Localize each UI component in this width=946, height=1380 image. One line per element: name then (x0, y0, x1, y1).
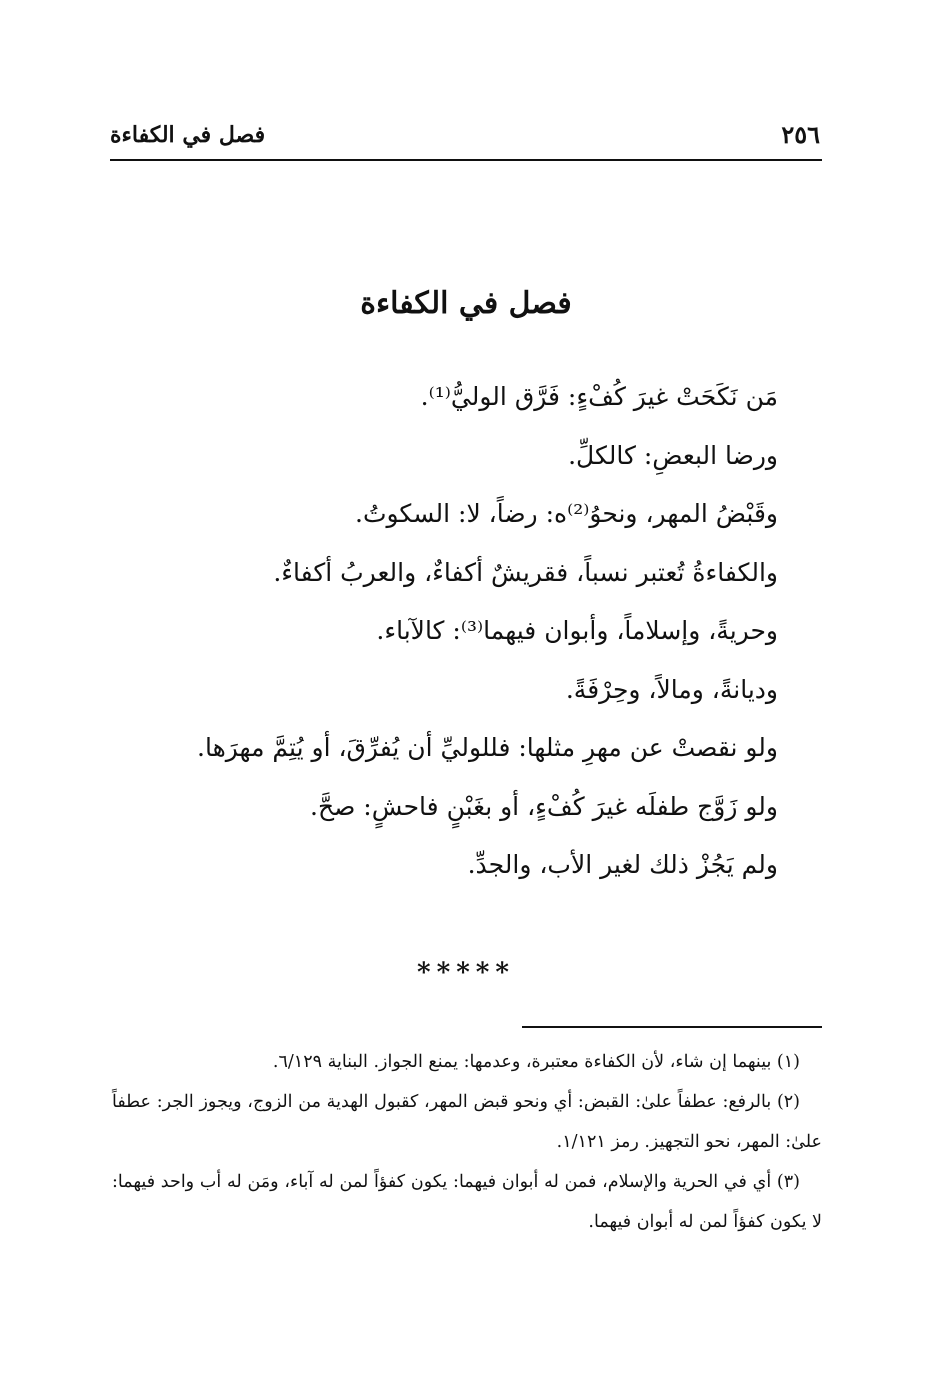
text-line: وقَبْضُ المهر، ونحوُ⁽²⁾ه: رضاً، لا: السكوتُ. (355, 499, 778, 528)
running-title: فصل في الكفاءة (110, 122, 266, 148)
page-number: ٢٥٦ (781, 120, 820, 149)
section-title: فصل في الكفاءة (360, 286, 572, 321)
text-line: ورضا البعضِ: كالكلِّ. (568, 440, 778, 470)
text-line: والكفاءةُ تُعتبر نسباً، فقريشٌ أكفاءٌ، والعربُ أكفاءٌ. (273, 557, 778, 587)
section-separator: ***** (417, 958, 515, 988)
body-text (158, 368, 778, 895)
footnote-rule (522, 1026, 822, 1028)
footnote: (١) بينهما إن شاء، لأن الكفاءة معتبرة، وعدمها: يمنع الجواز. البناية ٦/١٢٩. (272, 1052, 800, 1072)
text-line: ولم يَجُزْ ذلك لغير الأب، والجدِّ. (467, 850, 778, 879)
text-line: وحريةً، وإسلاماً، وأبوان فيهما⁽³⁾: كالآباء. (376, 616, 778, 645)
footnote: (٢) بالرفع: عطفاً علىٰ: القبض: أي ونحو قبض المهر، كقبول الهدية من الزوج، ويجوز الجر: عطفاً علىٰ: المهر، نحو التجهيز. رمز ١/١٢١. (112, 1092, 822, 1152)
text-line: مَن نَكَحَتْ غيرَ كُفْءٍ: فَرَّق الوليُّ⁽¹⁾. (420, 382, 778, 411)
text-line: ولو نقصتْ عن مهرِ مثلها: فللوليِّ أن يُفرِّقَ، أو يُتِمَّ مهرَها. (197, 733, 778, 762)
text-line: وديانةً، ومالاً، وحِرْفَةً. (565, 674, 778, 704)
running-header (110, 118, 822, 154)
footnotes (112, 1042, 822, 1242)
footnote: (٣) أي في الحرية والإسلام، فمن له أبوان فيهما: يكون كفؤاً لمن له آباء، ومَن له أب واحد فيهما: لا يكون كفؤاً لمن له أبوان فيهما. (112, 1172, 822, 1232)
header-rule (110, 159, 822, 161)
text-line: ولو زَوَّج طفلَه غيرَ كُفْءٍ، أو بغَبْنٍ فاحشٍ: صحَّ. (310, 791, 778, 821)
